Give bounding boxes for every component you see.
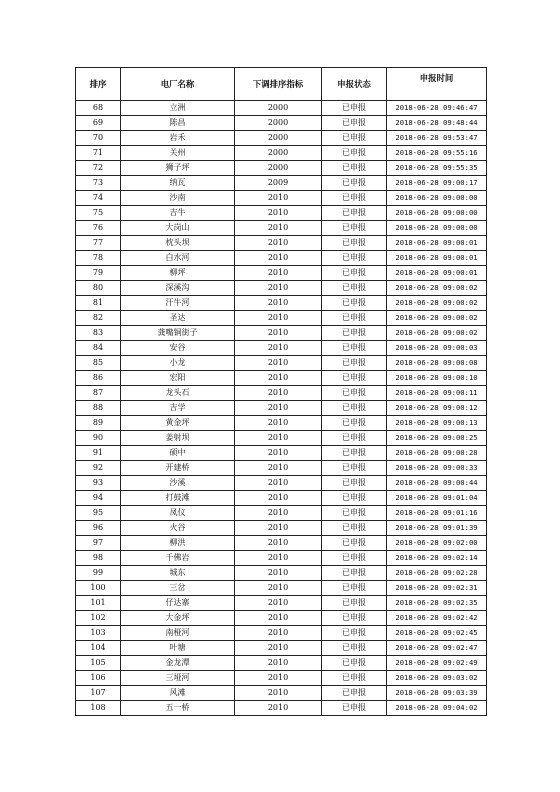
table-row: [76, 506, 487, 521]
header-down-adjust-index: 下调排序指标: [235, 68, 322, 101]
cell-plant-name: 吉牛: [121, 206, 235, 221]
cell-status: 已申报: [322, 581, 387, 596]
table-row: [76, 386, 487, 401]
cell-plant-name: 金龙潭: [121, 656, 235, 671]
cell-declare-time: 2018-06-28 09:01:16: [387, 506, 487, 521]
cell-down-adjust-index: 2010: [235, 506, 322, 521]
cell-declare-time: 2018-06-28 09:53:47: [387, 131, 487, 146]
cell-status: 已申报: [322, 221, 387, 236]
cell-declare-time: 2018-06-28 09:01:04: [387, 491, 487, 506]
cell-rank: 106: [76, 671, 121, 686]
cell-rank: 108: [76, 701, 121, 716]
cell-plant-name: 三岔: [121, 581, 235, 596]
cell-rank: 81: [76, 296, 121, 311]
cell-status: 已申报: [322, 461, 387, 476]
cell-rank: 70: [76, 131, 121, 146]
table-row: [76, 461, 487, 476]
cell-plant-name: 小龙: [121, 356, 235, 371]
cell-status: 已申报: [322, 176, 387, 191]
cell-rank: 100: [76, 581, 121, 596]
cell-plant-name: 沙溪: [121, 476, 235, 491]
table-row: [76, 416, 487, 431]
cell-plant-name: 圣达: [121, 311, 235, 326]
cell-declare-time: 2018-06-28 09:00:00: [387, 221, 487, 236]
cell-rank: 68: [76, 101, 121, 116]
cell-rank: 90: [76, 431, 121, 446]
cell-down-adjust-index: 2010: [235, 491, 322, 506]
cell-status: 已申报: [322, 476, 387, 491]
cell-declare-time: 2018-06-28 09:00:44: [387, 476, 487, 491]
table-body: [76, 101, 487, 716]
cell-declare-time: 2018-06-28 09:00:33: [387, 461, 487, 476]
cell-plant-name: 岩禾: [121, 131, 235, 146]
header-status: 申报状态: [322, 68, 387, 101]
table-row: [76, 131, 487, 146]
cell-status: 已申报: [322, 626, 387, 641]
cell-rank: 96: [76, 521, 121, 536]
cell-status: 已申报: [322, 671, 387, 686]
cell-down-adjust-index: 2010: [235, 671, 322, 686]
cell-down-adjust-index: 2010: [235, 596, 322, 611]
cell-status: 已申报: [322, 251, 387, 266]
cell-down-adjust-index: 2010: [235, 401, 322, 416]
cell-status: 已申报: [322, 386, 387, 401]
cell-rank: 82: [76, 311, 121, 326]
cell-plant-name: 汗牛河: [121, 296, 235, 311]
cell-plant-name: 风滩: [121, 686, 235, 701]
cell-down-adjust-index: 2009: [235, 176, 322, 191]
cell-status: 已申报: [322, 686, 387, 701]
cell-down-adjust-index: 2010: [235, 191, 322, 206]
cell-status: 已申报: [322, 566, 387, 581]
cell-plant-name: 南桠河: [121, 626, 235, 641]
cell-rank: 97: [76, 536, 121, 551]
table-row: [76, 521, 487, 536]
table-row: [76, 341, 487, 356]
cell-rank: 92: [76, 461, 121, 476]
cell-declare-time: 2018-06-28 09:02:00: [387, 536, 487, 551]
table-row: [76, 326, 487, 341]
cell-rank: 71: [76, 146, 121, 161]
cell-declare-time: 2018-06-28 09:02:47: [387, 641, 487, 656]
cell-declare-time: 2018-06-28 09:02:45: [387, 626, 487, 641]
cell-down-adjust-index: 2010: [235, 356, 322, 371]
table-row: [76, 566, 487, 581]
table-row: [76, 356, 487, 371]
cell-rank: 103: [76, 626, 121, 641]
cell-status: 已申报: [322, 236, 387, 251]
cell-rank: 77: [76, 236, 121, 251]
cell-status: 已申报: [322, 116, 387, 131]
table-row: [76, 401, 487, 416]
cell-down-adjust-index: 2010: [235, 296, 322, 311]
cell-status: 已申报: [322, 356, 387, 371]
cell-declare-time: 2018-06-28 09:00:03: [387, 341, 487, 356]
cell-down-adjust-index: 2000: [235, 146, 322, 161]
cell-plant-name: 姜射坝: [121, 431, 235, 446]
cell-declare-time: 2018-06-28 09:46:47: [387, 101, 487, 116]
cell-status: 已申报: [322, 641, 387, 656]
cell-down-adjust-index: 2010: [235, 221, 322, 236]
cell-down-adjust-index: 2010: [235, 656, 322, 671]
table-row: [76, 656, 487, 671]
cell-status: 已申报: [322, 656, 387, 671]
cell-declare-time: 2018-06-28 09:00:11: [387, 386, 487, 401]
cell-declare-time: 2018-06-28 09:55:16: [387, 146, 487, 161]
table-row: [76, 371, 487, 386]
cell-status: 已申报: [322, 191, 387, 206]
cell-status: 已申报: [322, 506, 387, 521]
header-declare-time: 申报时间: [387, 68, 487, 101]
cell-plant-name: 大金坪: [121, 611, 235, 626]
cell-down-adjust-index: 2010: [235, 611, 322, 626]
table-row: [76, 596, 487, 611]
cell-declare-time: 2018-06-28 09:00:02: [387, 296, 487, 311]
cell-status: 已申报: [322, 491, 387, 506]
cell-declare-time: 2018-06-28 09:01:39: [387, 521, 487, 536]
cell-status: 已申报: [322, 551, 387, 566]
cell-status: 已申报: [322, 101, 387, 116]
cell-down-adjust-index: 2010: [235, 446, 322, 461]
cell-declare-time: 2018-06-28 09:02:14: [387, 551, 487, 566]
cell-status: 已申报: [322, 206, 387, 221]
cell-declare-time: 2018-06-28 09:00:01: [387, 251, 487, 266]
cell-plant-name: 千佛岩: [121, 551, 235, 566]
cell-declare-time: 2018-06-28 09:00:08: [387, 356, 487, 371]
table-row: [76, 671, 487, 686]
cell-down-adjust-index: 2010: [235, 701, 322, 716]
cell-plant-name: 龚嘴铜街子: [121, 326, 235, 341]
cell-status: 已申报: [322, 521, 387, 536]
cell-plant-name: 柳坪: [121, 266, 235, 281]
table-row: [76, 191, 487, 206]
table-row: [76, 206, 487, 221]
cell-status: 已申报: [322, 371, 387, 386]
cell-rank: 89: [76, 416, 121, 431]
cell-rank: 95: [76, 506, 121, 521]
cell-plant-name: 立洲: [121, 101, 235, 116]
cell-down-adjust-index: 2010: [235, 566, 322, 581]
cell-plant-name: 深溪沟: [121, 281, 235, 296]
cell-down-adjust-index: 2010: [235, 281, 322, 296]
cell-declare-time: 2018-06-28 09:00:12: [387, 401, 487, 416]
cell-down-adjust-index: 2010: [235, 341, 322, 356]
cell-declare-time: 2018-06-28 09:00:13: [387, 416, 487, 431]
cell-down-adjust-index: 2010: [235, 551, 322, 566]
table-row: [76, 176, 487, 191]
cell-status: 已申报: [322, 431, 387, 446]
cell-status: 已申报: [322, 416, 387, 431]
table-row: [76, 101, 487, 116]
cell-declare-time: 2018-06-28 09:02:31: [387, 581, 487, 596]
cell-status: 已申报: [322, 146, 387, 161]
cell-plant-name: 城东: [121, 566, 235, 581]
table-row: [76, 701, 487, 716]
cell-declare-time: 2018-06-28 09:00:10: [387, 371, 487, 386]
cell-down-adjust-index: 2010: [235, 461, 322, 476]
table-row: [76, 611, 487, 626]
cell-plant-name: 龙头石: [121, 386, 235, 401]
cell-status: 已申报: [322, 446, 387, 461]
cell-down-adjust-index: 2010: [235, 326, 322, 341]
table-row: [76, 686, 487, 701]
cell-declare-time: 2018-06-28 09:02:28: [387, 566, 487, 581]
cell-plant-name: 开建桥: [121, 461, 235, 476]
cell-down-adjust-index: 2000: [235, 101, 322, 116]
cell-plant-name: 三垭河: [121, 671, 235, 686]
cell-down-adjust-index: 2010: [235, 626, 322, 641]
cell-rank: 98: [76, 551, 121, 566]
cell-status: 已申报: [322, 611, 387, 626]
cell-rank: 84: [76, 341, 121, 356]
cell-rank: 79: [76, 266, 121, 281]
cell-declare-time: 2018-06-28 09:55:35: [387, 161, 487, 176]
cell-declare-time: 2018-06-28 09:00:01: [387, 236, 487, 251]
cell-plant-name: 柳洪: [121, 536, 235, 551]
table-row: [76, 281, 487, 296]
cell-status: 已申报: [322, 296, 387, 311]
cell-status: 已申报: [322, 401, 387, 416]
cell-down-adjust-index: 2010: [235, 686, 322, 701]
table-row: [76, 581, 487, 596]
cell-rank: 93: [76, 476, 121, 491]
cell-rank: 74: [76, 191, 121, 206]
cell-plant-name: 狮子坪: [121, 161, 235, 176]
cell-declare-time: 2018-06-28 09:00:01: [387, 266, 487, 281]
header-rank: 排序: [76, 68, 121, 101]
cell-rank: 102: [76, 611, 121, 626]
cell-status: 已申报: [322, 281, 387, 296]
cell-declare-time: 2018-06-28 09:00:28: [387, 446, 487, 461]
table-row: [76, 626, 487, 641]
cell-status: 已申报: [322, 131, 387, 146]
cell-declare-time: 2018-06-28 09:04:02: [387, 701, 487, 716]
cell-declare-time: 2018-06-28 09:00:00: [387, 206, 487, 221]
cell-declare-time: 2018-06-28 09:03:39: [387, 686, 487, 701]
cell-rank: 94: [76, 491, 121, 506]
cell-down-adjust-index: 2000: [235, 161, 322, 176]
cell-declare-time: 2018-06-28 09:00:02: [387, 311, 487, 326]
cell-plant-name: 打鼓滩: [121, 491, 235, 506]
cell-rank: 99: [76, 566, 121, 581]
cell-down-adjust-index: 2010: [235, 386, 322, 401]
cell-rank: 85: [76, 356, 121, 371]
cell-plant-name: 五一桥: [121, 701, 235, 716]
cell-status: 已申报: [322, 311, 387, 326]
cell-status: 已申报: [322, 341, 387, 356]
table-row: [76, 311, 487, 326]
cell-declare-time: 2018-06-28 09:00:25: [387, 431, 487, 446]
cell-rank: 76: [76, 221, 121, 236]
cell-plant-name: 纳瓦: [121, 176, 235, 191]
cell-status: 已申报: [322, 701, 387, 716]
cell-rank: 75: [76, 206, 121, 221]
cell-down-adjust-index: 2000: [235, 116, 322, 131]
cell-rank: 105: [76, 656, 121, 671]
cell-declare-time: 2018-06-28 09:02:42: [387, 611, 487, 626]
cell-rank: 69: [76, 116, 121, 131]
cell-declare-time: 2018-06-28 09:00:02: [387, 326, 487, 341]
cell-down-adjust-index: 2000: [235, 131, 322, 146]
cell-plant-name: 安谷: [121, 341, 235, 356]
cell-rank: 87: [76, 386, 121, 401]
cell-rank: 101: [76, 596, 121, 611]
cell-plant-name: 大岗山: [121, 221, 235, 236]
cell-plant-name: 关州: [121, 146, 235, 161]
cell-declare-time: 2018-06-28 09:00:17: [387, 176, 487, 191]
cell-plant-name: 白水河: [121, 251, 235, 266]
table-row: [76, 431, 487, 446]
cell-rank: 104: [76, 641, 121, 656]
table-row: [76, 476, 487, 491]
cell-status: 已申报: [322, 326, 387, 341]
cell-down-adjust-index: 2010: [235, 416, 322, 431]
cell-down-adjust-index: 2010: [235, 641, 322, 656]
cell-plant-name: 宏阳: [121, 371, 235, 386]
header-plant-name: 电厂名称: [121, 68, 235, 101]
header-row: [76, 68, 487, 101]
cell-down-adjust-index: 2010: [235, 236, 322, 251]
cell-plant-name: 陈昌: [121, 116, 235, 131]
cell-down-adjust-index: 2010: [235, 311, 322, 326]
table-row: [76, 116, 487, 131]
cell-status: 已申报: [322, 161, 387, 176]
table-row: [76, 146, 487, 161]
table-row: [76, 551, 487, 566]
cell-down-adjust-index: 2010: [235, 206, 322, 221]
cell-plant-name: 叶塘: [121, 641, 235, 656]
cell-rank: 78: [76, 251, 121, 266]
cell-rank: 80: [76, 281, 121, 296]
table-row: [76, 221, 487, 236]
cell-declare-time: 2018-06-28 09:00:02: [387, 281, 487, 296]
cell-down-adjust-index: 2010: [235, 266, 322, 281]
cell-down-adjust-index: 2010: [235, 431, 322, 446]
cell-down-adjust-index: 2010: [235, 251, 322, 266]
cell-rank: 72: [76, 161, 121, 176]
cell-declare-time: 2018-06-28 09:48:44: [387, 116, 487, 131]
cell-down-adjust-index: 2010: [235, 581, 322, 596]
table-row: [76, 446, 487, 461]
table-row: [76, 161, 487, 176]
table-row: [76, 296, 487, 311]
cell-plant-name: 枕头坝: [121, 236, 235, 251]
table-header: [76, 68, 487, 101]
cell-rank: 86: [76, 371, 121, 386]
table-row: [76, 266, 487, 281]
cell-declare-time: 2018-06-28 09:02:49: [387, 656, 487, 671]
table-row: [76, 491, 487, 506]
cell-rank: 73: [76, 176, 121, 191]
cell-plant-name: 火谷: [121, 521, 235, 536]
cell-rank: 91: [76, 446, 121, 461]
cell-status: 已申报: [322, 596, 387, 611]
table-row: [76, 251, 487, 266]
cell-status: 已申报: [322, 266, 387, 281]
cell-declare-time: 2018-06-28 09:02:35: [387, 596, 487, 611]
cell-down-adjust-index: 2010: [235, 521, 322, 536]
table-row: [76, 236, 487, 251]
cell-plant-name: 黄金坪: [121, 416, 235, 431]
cell-rank: 88: [76, 401, 121, 416]
cell-plant-name: 仔达寨: [121, 596, 235, 611]
declaration-table: [75, 67, 487, 716]
cell-down-adjust-index: 2010: [235, 371, 322, 386]
cell-rank: 83: [76, 326, 121, 341]
cell-declare-time: 2018-06-28 09:03:02: [387, 671, 487, 686]
cell-plant-name: 凤仪: [121, 506, 235, 521]
cell-declare-time: 2018-06-28 09:00:00: [387, 191, 487, 206]
table-row: [76, 641, 487, 656]
cell-plant-name: 沙南: [121, 191, 235, 206]
table-row: [76, 536, 487, 551]
cell-plant-name: 吉学: [121, 401, 235, 416]
cell-rank: 107: [76, 686, 121, 701]
cell-status: 已申报: [322, 536, 387, 551]
cell-down-adjust-index: 2010: [235, 476, 322, 491]
cell-down-adjust-index: 2010: [235, 536, 322, 551]
cell-plant-name: 硕中: [121, 446, 235, 461]
